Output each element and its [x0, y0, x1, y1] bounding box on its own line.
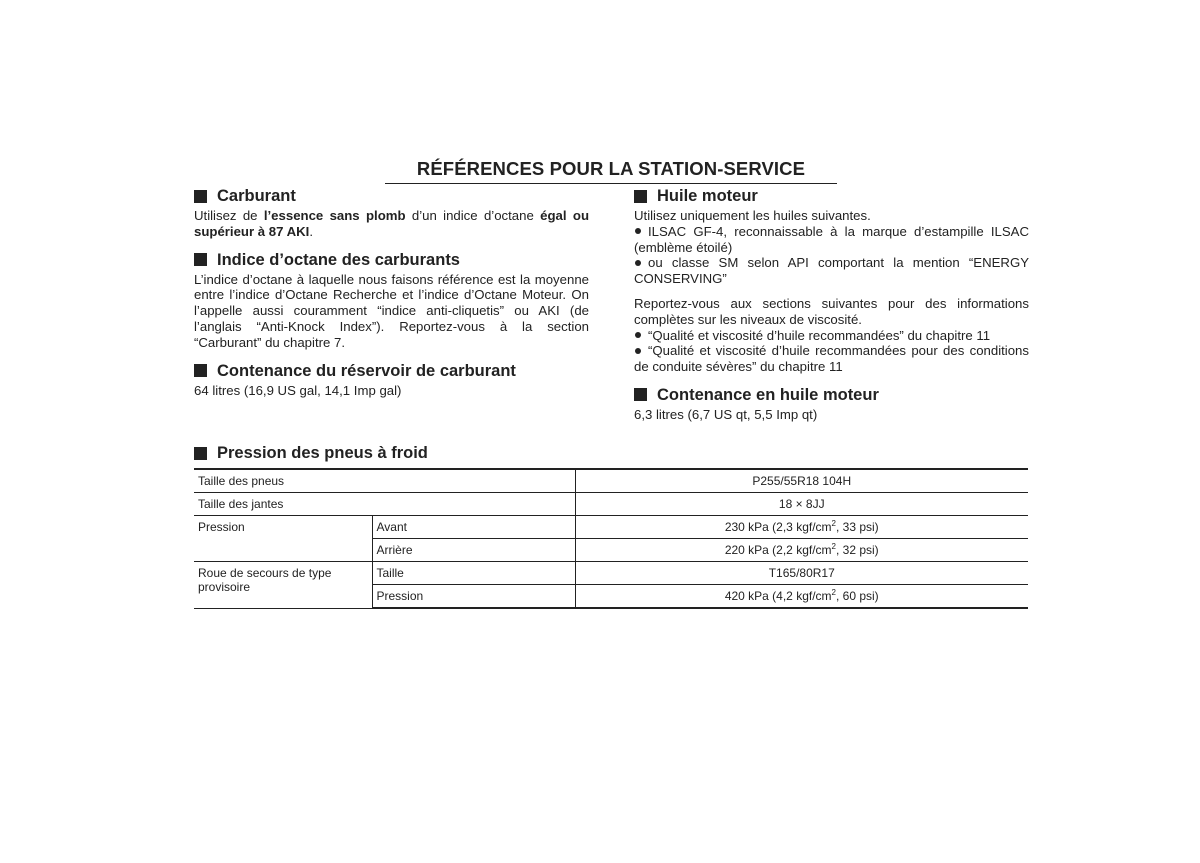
square-bullet-icon: [194, 253, 207, 266]
contenance-huile-heading: Contenance en huile moteur: [634, 385, 1029, 405]
round-bullet-icon: [635, 332, 641, 338]
pneus-heading: Pression des pneus à froid: [194, 443, 428, 463]
table-cell-value: 230 kPa (2,3 kgf/$cm^2$, 33 psi): [575, 516, 1028, 539]
huile-bullet: ou classe SM selon API comportant la mention “ENERGY CONSERVING”: [634, 255, 1029, 287]
table-cell-sublabel: Avant: [372, 516, 575, 539]
table-row: [194, 493, 1028, 516]
table-cell-value: T165/80R17: [575, 562, 1028, 585]
table-cell-value: 420 kPa (4,2 kgf/$cm^2$, 60 psi): [575, 585, 1028, 609]
huile-ref-intro: Reportez-vous aux sections suivantes pour des informations complètes sur les niveaux de viscosité.: [634, 295, 1029, 327]
table-cell-label: Roue de secours de type provisoire: [194, 562, 372, 609]
table-row: [194, 469, 1028, 493]
huile-ref-bullet: “Qualité et viscosité d’huile recommandées” du chapitre 11: [634, 328, 1029, 344]
round-bullet-icon: [635, 348, 641, 354]
carburant-heading: Carburant: [194, 186, 589, 206]
table-cell-sublabel: Pression: [372, 585, 575, 609]
reservoir-heading: Contenance du réservoir de carburant: [194, 361, 589, 381]
page-title: RÉFÉRENCES POUR LA STATION-SERVICE: [385, 158, 837, 184]
table-cell-sublabel: Taille: [372, 562, 575, 585]
reservoir-text: 64 litres (16,9 US gal, 14,1 Imp gal): [194, 382, 402, 398]
table-row: [194, 516, 1028, 539]
huile-bullet: ILSAC GF-4, reconnaissable à la marque d’estampille ILSAC (emblème étoilé): [634, 223, 1029, 255]
square-bullet-icon: [194, 447, 207, 460]
carburant-text: Utilisez de l’essence sans plomb d’un indice d’octane égal ou supérieur à 87 AKI.: [194, 208, 589, 239]
octane-text: L’indice d’octane à laquelle nous faisons référence est la moyenne entre l’indice d’Octane Recherche et l’indice d’Octane Moteur. On l’appelle aussi couramment “indice anti-cliquetis” ou AKI (de l’anglais “Anti-Knock Index”). Reportez-vous à la section “Carburant” du chapitre 7.: [194, 271, 589, 350]
table-cell-value: 220 kPa (2,2 kgf/$cm^2$, 32 psi): [575, 539, 1028, 562]
square-bullet-icon: [634, 388, 647, 401]
table-cell-label: Pression: [194, 516, 372, 562]
square-bullet-icon: [194, 364, 207, 377]
table-cell-label: Taille des jantes: [194, 493, 575, 516]
table-cell-sublabel: Arrière: [372, 539, 575, 562]
round-bullet-icon: [635, 260, 641, 266]
table-row: [194, 562, 1028, 585]
table-cell-value: P255/55R18 104H: [575, 469, 1028, 493]
right-column: [634, 186, 1029, 423]
tire-pressure-table: [194, 468, 1028, 609]
left-column: [194, 186, 589, 398]
huile-intro: Utilisez uniquement les huiles suivantes.: [634, 208, 871, 223]
huile-ref-bullet: “Qualité et viscosité d’huile recommandées pour des conditions de conduite sévères” du chapitre 11: [634, 343, 1029, 375]
table-cell-label: Taille des pneus: [194, 469, 575, 493]
huile-heading: Huile moteur: [634, 186, 1029, 206]
table-cell-value: 18 × 8JJ: [575, 493, 1028, 516]
square-bullet-icon: [194, 190, 207, 203]
square-bullet-icon: [634, 190, 647, 203]
octane-heading: Indice d’octane des carburants: [194, 250, 589, 270]
contenance-huile-text: 6,3 litres (6,7 US qt, 5,5 Imp qt): [634, 406, 818, 422]
round-bullet-icon: [635, 228, 641, 234]
